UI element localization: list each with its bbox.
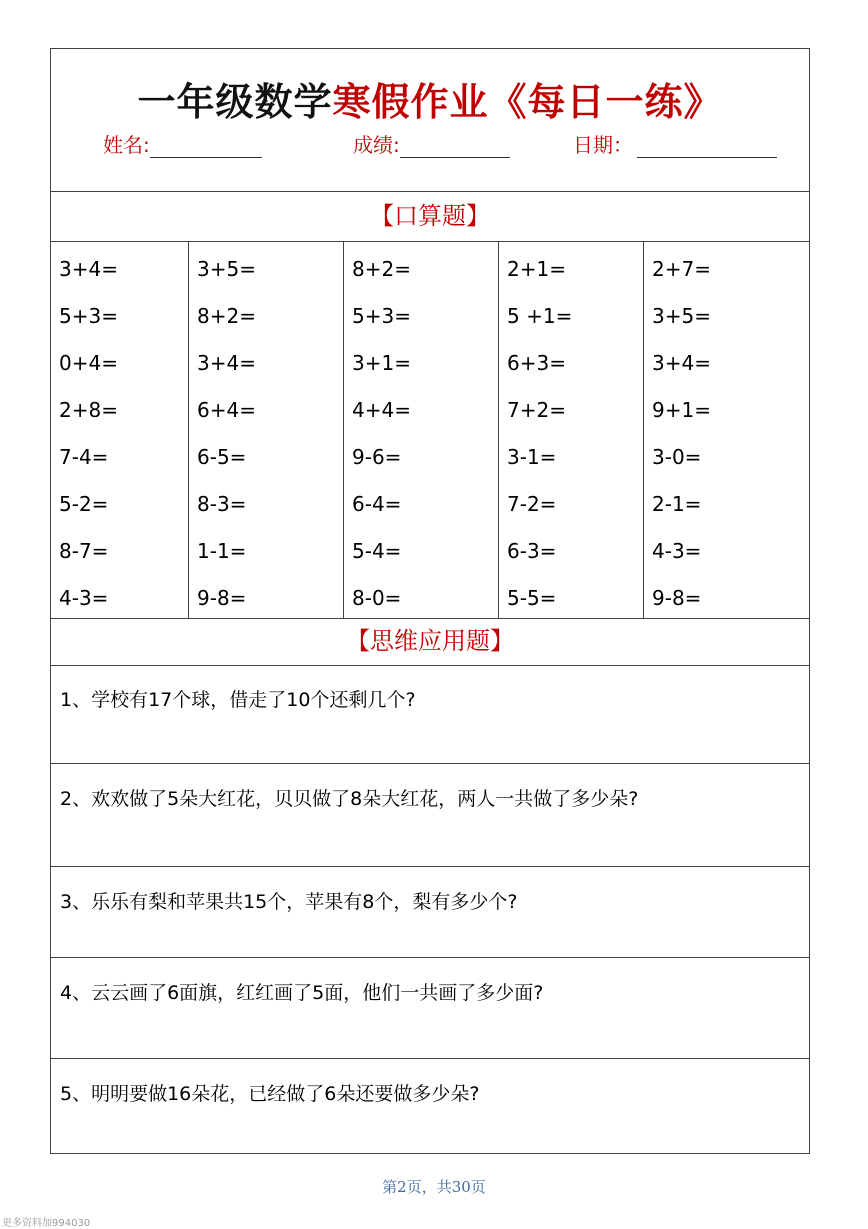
oral-item: 4+4= [352, 398, 411, 422]
problem-text: 2、欢欢做了5朵大红花，贝贝做了8朵大红花，两人一共做了多少朵? [60, 788, 639, 810]
problem-row [51, 665, 809, 764]
oral-item: 5+3= [59, 304, 118, 328]
oral-item: 3-1= [507, 445, 557, 469]
name-field [103, 129, 262, 158]
oral-item: 5-4= [352, 539, 402, 563]
oral-item: 3+4= [197, 351, 256, 375]
oral-item: 9+1= [652, 398, 711, 422]
page-number: 第2页，共30页 [382, 1178, 486, 1196]
oral-item: 8+2= [197, 304, 256, 328]
oral-item: 3+5= [652, 304, 711, 328]
date-blank-line[interactable] [637, 135, 777, 158]
oral-item: 6-4= [352, 492, 402, 516]
oral-item: 6-3= [507, 539, 557, 563]
problem-row [51, 764, 809, 867]
oral-item: 3-0= [652, 445, 702, 469]
oral-item: 4-3= [652, 539, 702, 563]
oral-item: 2+8= [59, 398, 118, 422]
name-label: 姓名: [103, 133, 150, 157]
oral-item: 2-1= [652, 492, 702, 516]
name-blank-line[interactable] [150, 135, 262, 158]
oral-item: 5 +1= [507, 304, 573, 328]
title-black: 一年级数学 [137, 80, 333, 124]
oral-item: 6+4= [197, 398, 256, 422]
oral-item: 9-8= [197, 586, 247, 610]
oral-item: 6-5= [197, 445, 247, 469]
oral-item: 6+3= [507, 351, 566, 375]
oral-item: 2+7= [652, 257, 711, 281]
problem-text: 1、学校有17个球，借走了10个还剩几个? [60, 689, 416, 711]
worksheet [50, 48, 810, 1154]
application-section-title: 【思维应用题】 [51, 618, 809, 666]
oral-item: 7+2= [507, 398, 566, 422]
oral-item: 7-2= [507, 492, 557, 516]
oral-item: 3+1= [352, 351, 411, 375]
header [51, 49, 809, 192]
oral-item: 9-8= [652, 586, 702, 610]
problem-text: 5、明明要做16朵花，已经做了6朵还要做多少朵? [60, 1083, 480, 1105]
oral-item: 3+4= [652, 351, 711, 375]
oral-item: 3+5= [197, 257, 256, 281]
oral-item: 2+1= [507, 257, 566, 281]
oral-column [498, 241, 643, 618]
watermark: 更多资料加994030 [2, 1218, 91, 1229]
score-field [353, 129, 510, 158]
oral-item: 5-2= [59, 492, 109, 516]
problem-text: 3、乐乐有梨和苹果共15个，苹果有8个，梨有多少个? [60, 891, 518, 913]
oral-item: 1-1= [197, 539, 247, 563]
oral-item: 8-7= [59, 539, 109, 563]
oral-item: 7-4= [59, 445, 109, 469]
problem-row [51, 867, 809, 958]
page-title [51, 71, 809, 126]
oral-item: 8+2= [352, 257, 411, 281]
oral-item: 5-5= [507, 586, 557, 610]
oral-item: 5+3= [352, 304, 411, 328]
oral-column [188, 241, 343, 618]
oral-column [643, 241, 809, 618]
oral-item: 8-3= [197, 492, 247, 516]
problem-text: 4、云云画了6面旗，红红画了5面，他们一共画了多少面? [60, 982, 544, 1004]
oral-item: 8-0= [352, 586, 402, 610]
date-field [573, 129, 777, 158]
oral-item: 3+4= [59, 257, 118, 281]
oral-calculation-grid [51, 241, 809, 619]
oral-section-title: 【口算题】 [51, 191, 809, 242]
score-blank-line[interactable] [400, 135, 510, 158]
oral-item: 4-3= [59, 586, 109, 610]
oral-column [343, 241, 498, 618]
problem-row [51, 1059, 809, 1155]
problem-row [51, 958, 809, 1059]
score-label: 成绩: [353, 133, 400, 157]
date-label: 日期： [573, 133, 633, 157]
oral-column [51, 241, 188, 618]
title-red: 寒假作业《每日一练》 [332, 80, 723, 124]
oral-item: 9-6= [352, 445, 402, 469]
oral-item: 0+4= [59, 351, 118, 375]
